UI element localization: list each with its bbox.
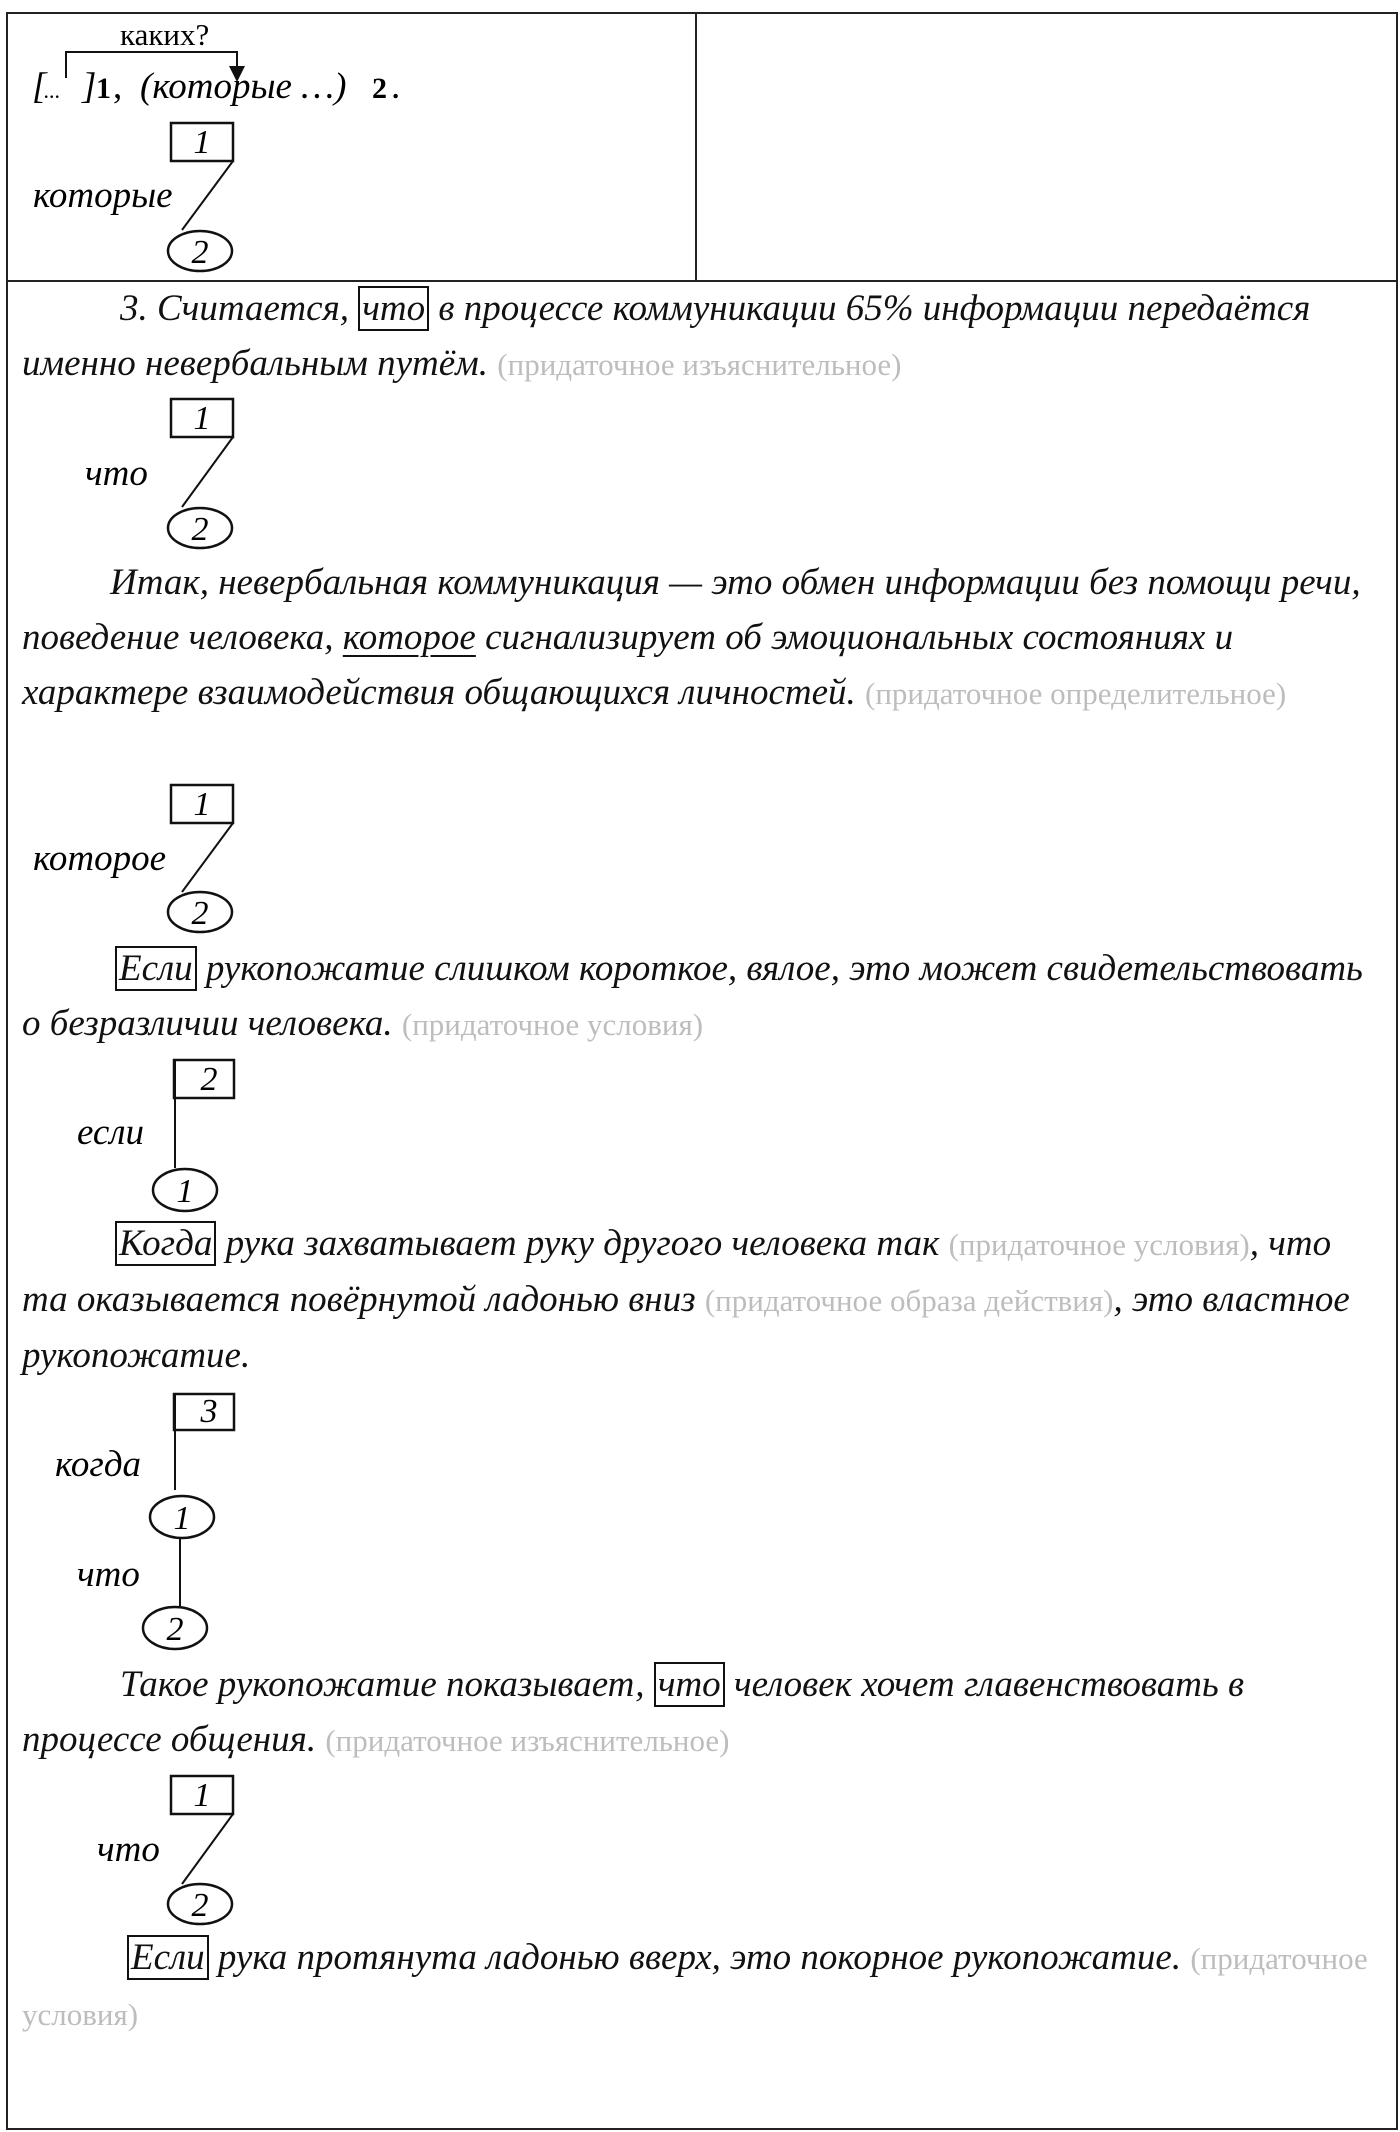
connector-line <box>182 1814 233 1884</box>
sentence-paragraph <box>22 1216 1372 1383</box>
scheme-num-1: 1 <box>96 72 111 105</box>
sentence-paragraph <box>22 281 1372 392</box>
clause-diagram <box>97 1776 233 1924</box>
sentence-paragraph <box>22 1657 1372 1768</box>
connector-line <box>182 437 233 507</box>
clause-type-note: (придаточное изъяснительное) <box>325 1723 730 1758</box>
connector-line <box>182 823 233 892</box>
clause-type-note: (придаточное условия) <box>401 1007 704 1042</box>
connector-line <box>182 161 233 230</box>
clause-type-note: (придаточное условия) <box>22 1941 1368 2032</box>
scheme-num-2: 2 <box>372 72 387 105</box>
sentence-text: сигнализирует об эмоциональных состояниях и характере взаимодействия общающихся личностей. <box>22 617 1234 713</box>
clause-diagram <box>55 1393 234 1649</box>
clause-type-note: (придаточное определительное) <box>865 676 1287 711</box>
sentence-text: , что та оказывается повёрнутой ладонью вниз <box>22 1223 1332 1320</box>
sentence-text: в процессе коммуникации 65% информации передаётся именно невербальным путём. <box>22 288 1311 384</box>
subordinate-clause-number: 2 <box>191 234 209 271</box>
scheme-paren-text: (которые …) <box>140 66 347 107</box>
main-clause-number: 1 <box>193 786 211 823</box>
scheme-question: каких? <box>120 17 210 52</box>
subordinate-clause-number-1: 1 <box>173 1500 191 1537</box>
scheme-period: . <box>391 66 401 107</box>
scheme-bracket-close: ] <box>82 66 97 107</box>
clause-diagram <box>33 123 233 271</box>
sentence-text: человек хочет главенствовать в процессе общения. <box>22 1664 1245 1760</box>
sentence-text: 3. Считается, <box>120 288 359 329</box>
main-clause-number: 2 <box>200 1061 218 1098</box>
clause-diagram <box>33 785 233 932</box>
conjunction-boxed: Если <box>127 1935 209 1980</box>
conjunction-label: что <box>97 1829 160 1870</box>
conjunction-label-1: когда <box>55 1444 142 1485</box>
main-clause-number: 1 <box>193 124 211 161</box>
main-clause-number: 1 <box>193 1777 211 1814</box>
subordinate-clause-number: 2 <box>191 511 209 548</box>
conjunction-boxed: что <box>358 286 429 331</box>
linear-scheme <box>32 17 400 107</box>
conjunction-label: которые <box>33 175 173 216</box>
subordinate-clause-number-2: 2 <box>166 1611 184 1648</box>
main-clause-number: 1 <box>193 400 211 437</box>
main-clause-number: 3 <box>200 1393 218 1430</box>
sentence-paragraph <box>22 1930 1372 2042</box>
sentence-paragraph <box>22 555 1372 721</box>
clause-diagram <box>77 1060 234 1211</box>
conjunction-label-2: что <box>77 1554 140 1595</box>
conjunction-label: что <box>85 453 148 494</box>
scheme-dots: ... <box>44 78 61 103</box>
conjunction-label: если <box>77 1112 144 1153</box>
clause-type-note: (придаточное образа действия) <box>704 1283 1114 1318</box>
sentence-text: , это властное рукопожатие. <box>22 1279 1350 1376</box>
clause-diagram <box>85 399 233 548</box>
sentence-text: рука протянута ладонью вверх, это покорное рукопожатие. <box>208 1937 1182 1978</box>
scheme-comma: , <box>113 66 123 107</box>
conjunction-boxed: Если <box>115 946 197 991</box>
sentence-text: рукопожатие слишком короткое, вялое, это может свидетельствовать о безразличии человека. <box>22 948 1363 1044</box>
conjunction-label: которое <box>33 838 167 879</box>
conjunction-boxed: что <box>654 1662 725 1707</box>
subordinate-clause-number: 2 <box>191 1887 209 1924</box>
scheme-bracket-open: [ <box>32 66 47 107</box>
clause-type-note: (придаточное изъяснительное) <box>497 347 902 382</box>
conjunction-boxed: Когда <box>115 1221 216 1266</box>
sentence-text: рука захватывает руку другого человека так <box>216 1223 949 1264</box>
sentence-text: Итак, невербальная коммуникация — это обмен информации без помощи речи, поведение человека, <box>22 562 1361 658</box>
sentence-text: Такое рукопожатие показывает, <box>120 1664 654 1705</box>
subordinate-clause-number: 1 <box>176 1173 194 1210</box>
subordinate-clause-number: 2 <box>191 895 209 932</box>
clause-type-note: (придаточное условия) <box>948 1227 1250 1262</box>
sentence-paragraph <box>22 941 1372 1052</box>
conjunction-underlined: которое <box>342 617 476 658</box>
